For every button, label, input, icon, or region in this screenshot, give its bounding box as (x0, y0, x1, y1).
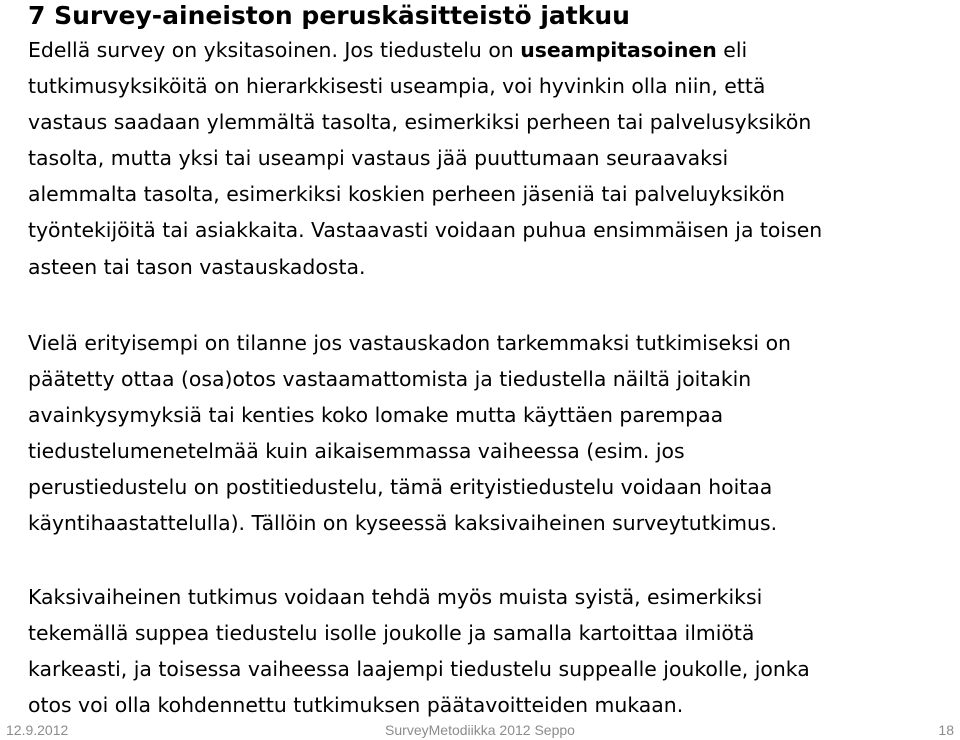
footer-page-number: 18 (938, 722, 954, 738)
text-line: työntekijöitä tai asiakkaita. Vastaavasti voidaan puhua ensimmäisen ja toisen (28, 218, 823, 243)
text-line: avainkysymyksiä tai kenties koko lomake mutta käyttäen parempaa (28, 403, 724, 428)
text-line: tiedustelumenetelmää kuin aikaisemmassa vaiheessa (esim. jos (28, 439, 685, 464)
slide-footer (0, 720, 960, 740)
text-line: käyntihaastattelulla). Tällöin on kyseessä kaksivaiheinen surveytutkimus. (28, 511, 778, 536)
text-line: otos voi olla kohdennettu tutkimuksen päätavoitteiden mukaan. (28, 693, 684, 718)
text-run: Edellä survey on yksitasoinen. Jos tiedustelu on (28, 38, 521, 62)
footer-date: 12.9.2012 (6, 722, 69, 738)
footer-center-text: SurveyMetodiikka 2012 Seppo (385, 722, 575, 738)
text-line (28, 32, 958, 68)
text-line: vastaus saadaan ylemmältä tasolta, esimerkiksi perheen tai palvelusyksikön (28, 110, 812, 135)
text-run: eli (716, 38, 748, 62)
text-line: päätetty ottaa (osa)otos vastaamattomista ja tiedustella näiltä joitakin (28, 367, 752, 392)
paragraph-two-phase-followup (28, 325, 958, 542)
text-line: tutkimusyksiköitä on hierarkkisesti useampia, voi hyvinkin olla niin, että (28, 74, 766, 99)
text-line: karkeasti, ja toisessa vaiheessa laajempi tiedustelu suppealle joukolle, jonka (28, 657, 810, 682)
paragraph-two-phase-reasons (28, 579, 958, 723)
text-line: Kaksivaiheinen tutkimus voidaan tehdä myös muista syistä, esimerkiksi (28, 585, 763, 609)
text-line: Vielä erityisempi on tilanne jos vastauskadon tarkemmaksi tutkimiseksi on (28, 331, 791, 355)
text-line: tasolta, mutta yksi tai useampi vastaus jää puuttumaan seuraavaksi (28, 146, 729, 171)
text-line: perustiedustelu on postitiedustelu, tämä erityistiedustelu voidaan hoitaa (28, 475, 773, 500)
text-line: alemmalta tasolta, esimerkiksi koskien perheen jäseniä tai palveluyksikön (28, 182, 785, 207)
slide-title: 7 Survey-aineiston peruskäsitteistö jatkuu (28, 1, 630, 30)
text-line: asteen tai tason vastauskadosta. (28, 254, 366, 279)
text-line: tekemällä suppea tiedustelu isolle joukolle ja samalla kartoittaa ilmiötä (28, 621, 755, 646)
bold-term: useampitasoinen (520, 38, 717, 62)
paragraph-multilevel-survey (28, 32, 958, 285)
